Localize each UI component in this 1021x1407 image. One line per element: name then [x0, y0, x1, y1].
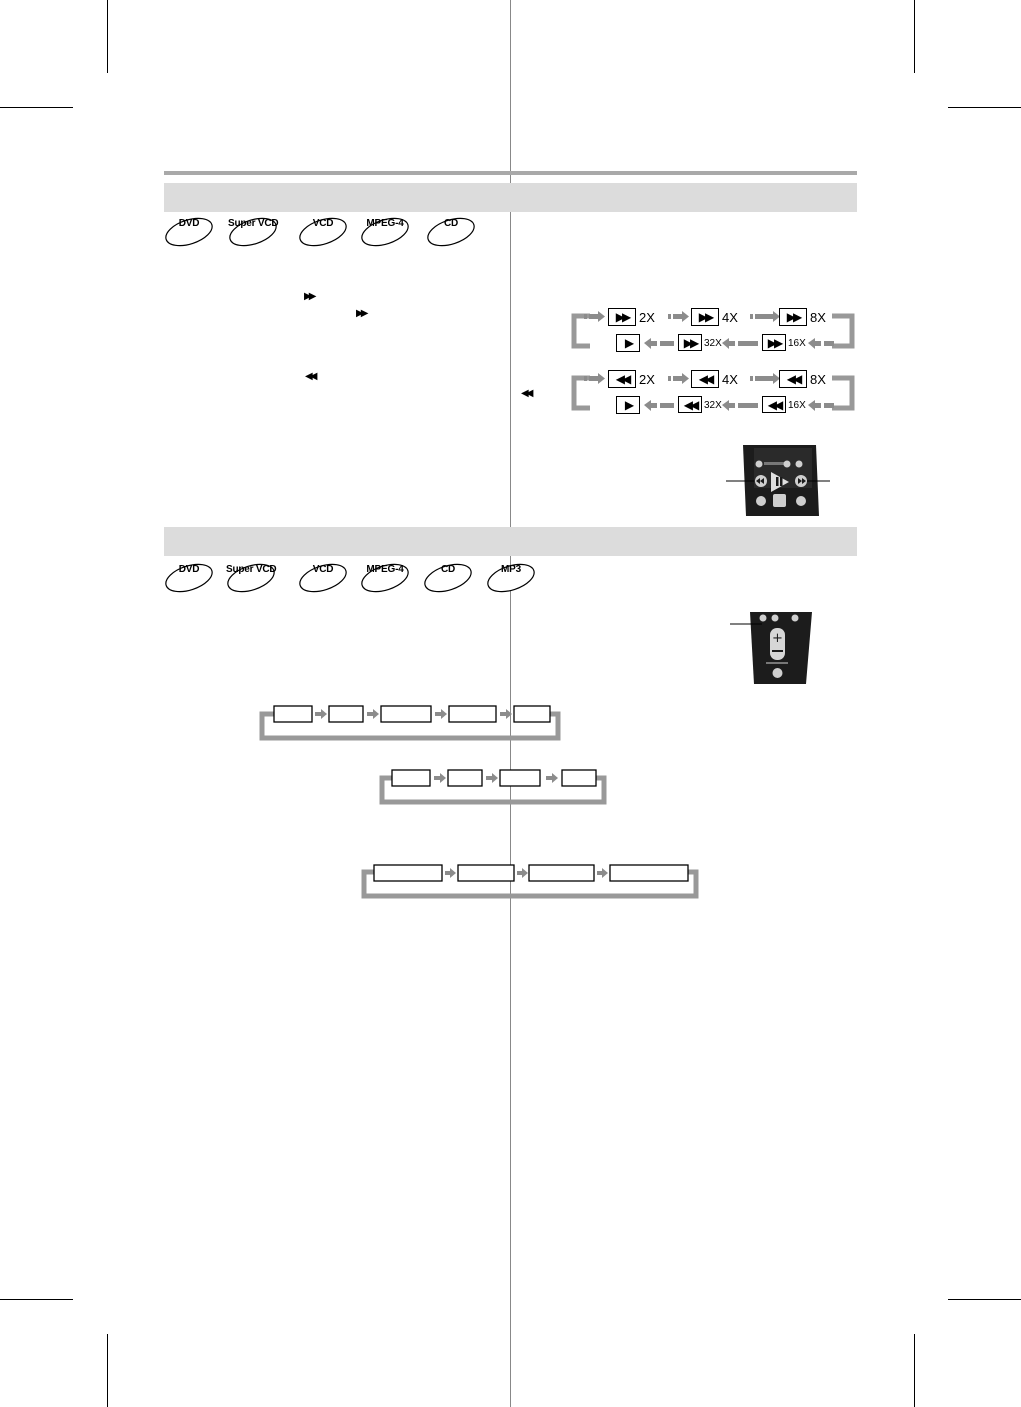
speed-box — [779, 370, 807, 388]
fast-forward-icon: ▶▶ — [683, 335, 697, 350]
fast-reverse-icon: ◀◀ — [767, 397, 781, 412]
top-rule — [164, 171, 857, 175]
speed-label: 2X — [639, 372, 655, 387]
play-box — [616, 396, 640, 414]
speed-label: 16X — [788, 400, 806, 411]
fast-forward-icon: ▶▶ — [767, 335, 781, 350]
disc-icon — [360, 217, 410, 247]
crop-mark — [948, 1299, 1021, 1300]
fast-forward-icon: ▶▶ — [786, 310, 800, 324]
crop-mark — [914, 0, 915, 73]
disc-icon — [486, 563, 536, 593]
crop-mark — [107, 0, 108, 73]
crop-mark — [107, 1334, 108, 1407]
disc-icon — [360, 563, 410, 593]
svg-text:+: + — [772, 631, 783, 646]
disc-icon — [228, 217, 278, 247]
speed-label: 32X — [704, 400, 722, 411]
section-header-bar — [164, 527, 857, 556]
speed-label: 2X — [639, 310, 655, 325]
fast-forward-icon: ▶▶ — [304, 291, 314, 302]
disc-label: CD — [440, 564, 456, 575]
speed-box — [779, 308, 807, 326]
speed-box — [762, 334, 786, 351]
fast-reverse-icon: ◀◀ — [615, 372, 629, 386]
fast-reverse-icon: ◀◀ — [521, 388, 531, 399]
disc-label: MPEG-4 — [366, 564, 404, 575]
disc-icon — [426, 217, 476, 247]
disc-icon — [298, 217, 348, 247]
remote-audio-button-image — [730, 612, 816, 686]
fast-forward-icon: ▶▶ — [698, 310, 712, 324]
disc-label: Super VCD — [226, 564, 277, 575]
disc-label: CD — [443, 218, 459, 229]
fast-forward-icon: ▶▶ — [356, 308, 366, 319]
speed-label: 32X — [704, 338, 722, 349]
speed-box — [608, 370, 636, 388]
disc-icon — [226, 563, 276, 593]
speed-label: 8X — [810, 310, 826, 325]
crop-mark — [0, 107, 73, 108]
crop-mark — [914, 1334, 915, 1407]
speed-box — [678, 396, 702, 413]
play-box — [616, 334, 640, 352]
crop-mark — [948, 107, 1021, 108]
speed-label: 4X — [722, 310, 738, 325]
fast-reverse-icon: ◀◀ — [786, 372, 800, 386]
speed-box — [608, 308, 636, 326]
speed-box — [691, 308, 719, 326]
play-icon: ▶ — [624, 336, 632, 350]
speed-box — [691, 370, 719, 388]
speed-label: 8X — [810, 372, 826, 387]
disc-label: VCD — [312, 564, 334, 575]
disc-icon — [298, 563, 348, 593]
crop-mark — [0, 1299, 73, 1300]
speed-box — [762, 396, 786, 413]
disc-icon — [164, 563, 214, 593]
fast-reverse-icon: ◀◀ — [683, 397, 697, 412]
audio-cycle-diagram — [256, 704, 566, 744]
audio-cycle-diagram — [358, 862, 704, 902]
disc-icon — [423, 563, 473, 593]
fast-forward-icon: ▶▶ — [615, 310, 629, 324]
speed-label: 16X — [788, 338, 806, 349]
audio-cycle-diagram — [376, 768, 612, 808]
disc-label: VCD — [312, 218, 334, 229]
speed-label: 4X — [722, 372, 738, 387]
remote-playback-buttons-image — [724, 444, 834, 518]
disc-label: DVD — [178, 218, 200, 229]
play-icon: ▶ — [624, 398, 632, 412]
disc-label: DVD — [178, 564, 200, 575]
fast-reverse-icon: ◀◀ — [698, 372, 712, 386]
disc-label: Super VCD — [228, 218, 279, 229]
disc-label: MPEG-4 — [366, 218, 404, 229]
disc-icon — [164, 217, 214, 247]
fast-reverse-icon: ◀◀ — [305, 371, 315, 382]
section-header-bar — [164, 183, 857, 212]
disc-label: MP3 — [501, 564, 521, 575]
speed-box — [678, 334, 702, 351]
